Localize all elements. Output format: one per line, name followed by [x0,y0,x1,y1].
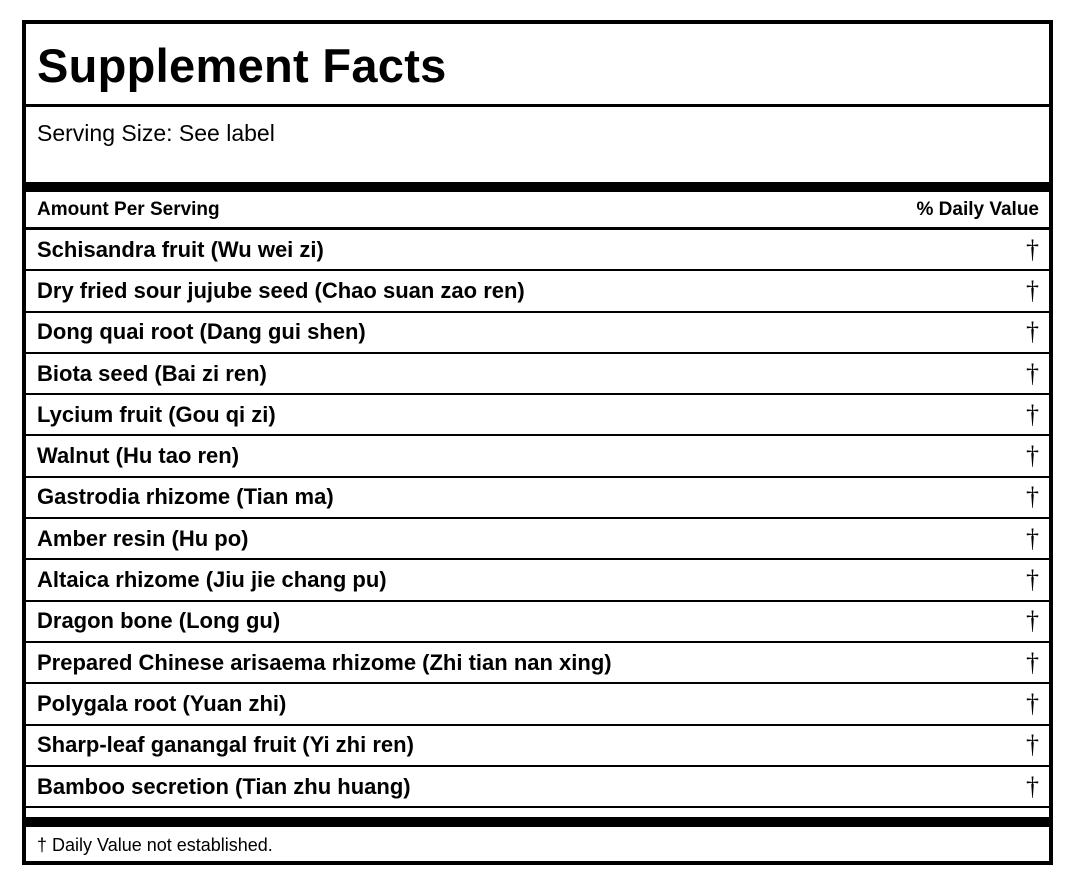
ingredient-row [26,436,1049,477]
column-header-row [26,192,1049,230]
ingredient-daily-value: † [1026,606,1039,636]
ingredient-row [26,354,1049,395]
panel-title: Supplement Facts [37,39,447,92]
ingredient-daily-value: † [1026,565,1039,595]
ingredient-name: Altaica rhizome (Jiu jie chang pu) [37,567,387,593]
title-section [26,24,1049,107]
ingredient-name: Walnut (Hu tao ren) [37,443,240,469]
supplement-facts-panel [22,20,1053,865]
ingredient-name: Biota seed (Bai zi ren) [37,360,267,386]
ingredient-daily-value: † [1026,771,1039,801]
ingredient-daily-value: † [1026,317,1039,347]
daily-value-header: % Daily Value [916,198,1039,220]
ingredient-daily-value: † [1026,234,1039,264]
ingredient-row [26,643,1049,684]
ingredient-daily-value: † [1026,399,1039,429]
ingredient-name: Sharp-leaf ganangal fruit (Yi zhi ren) [37,732,414,758]
ingredient-row [26,560,1049,601]
ingredient-daily-value: † [1026,688,1039,718]
ingredient-row [26,684,1049,725]
ingredient-daily-value: † [1026,523,1039,553]
ingredient-name: Lycium fruit (Gou qi zi) [37,401,276,427]
ingredient-name: Bamboo secretion (Tian zhu huang) [37,773,411,799]
spacer [26,808,1049,817]
ingredient-name: Prepared Chinese arisaema rhizome (Zhi tian nan xing) [37,649,612,675]
ingredient-row [26,726,1049,767]
ingredient-row [26,602,1049,643]
ingredient-name: Schisandra fruit (Wu wei zi) [37,236,324,262]
ingredient-daily-value: † [1026,441,1039,471]
ingredient-row [26,519,1049,560]
amount-per-serving-header: Amount Per Serving [37,198,220,220]
ingredient-row [26,271,1049,312]
thick-divider-top [26,182,1049,192]
ingredient-name: Amber resin (Hu po) [37,525,249,551]
ingredient-row [26,313,1049,354]
ingredient-row [26,395,1049,436]
ingredient-row [26,230,1049,271]
serving-size: Serving Size: See label [37,120,275,146]
ingredient-row [26,478,1049,519]
footnote: † Daily Value not established. [37,835,273,856]
thick-divider-bottom [26,817,1049,827]
ingredient-list [26,230,1049,808]
ingredient-daily-value: † [1026,275,1039,305]
ingredient-name: Dragon bone (Long gu) [37,608,281,634]
ingredient-daily-value: † [1026,647,1039,677]
ingredient-daily-value: † [1026,482,1039,512]
ingredient-name: Dong quai root (Dang gui shen) [37,319,366,345]
ingredient-name: Dry fried sour jujube seed (Chao suan zao ren) [37,277,525,303]
ingredient-row [26,767,1049,808]
ingredient-name: Polygala root (Yuan zhi) [37,690,287,716]
ingredient-daily-value: † [1026,358,1039,388]
ingredient-name: Gastrodia rhizome (Tian ma) [37,484,334,510]
ingredient-daily-value: † [1026,730,1039,760]
